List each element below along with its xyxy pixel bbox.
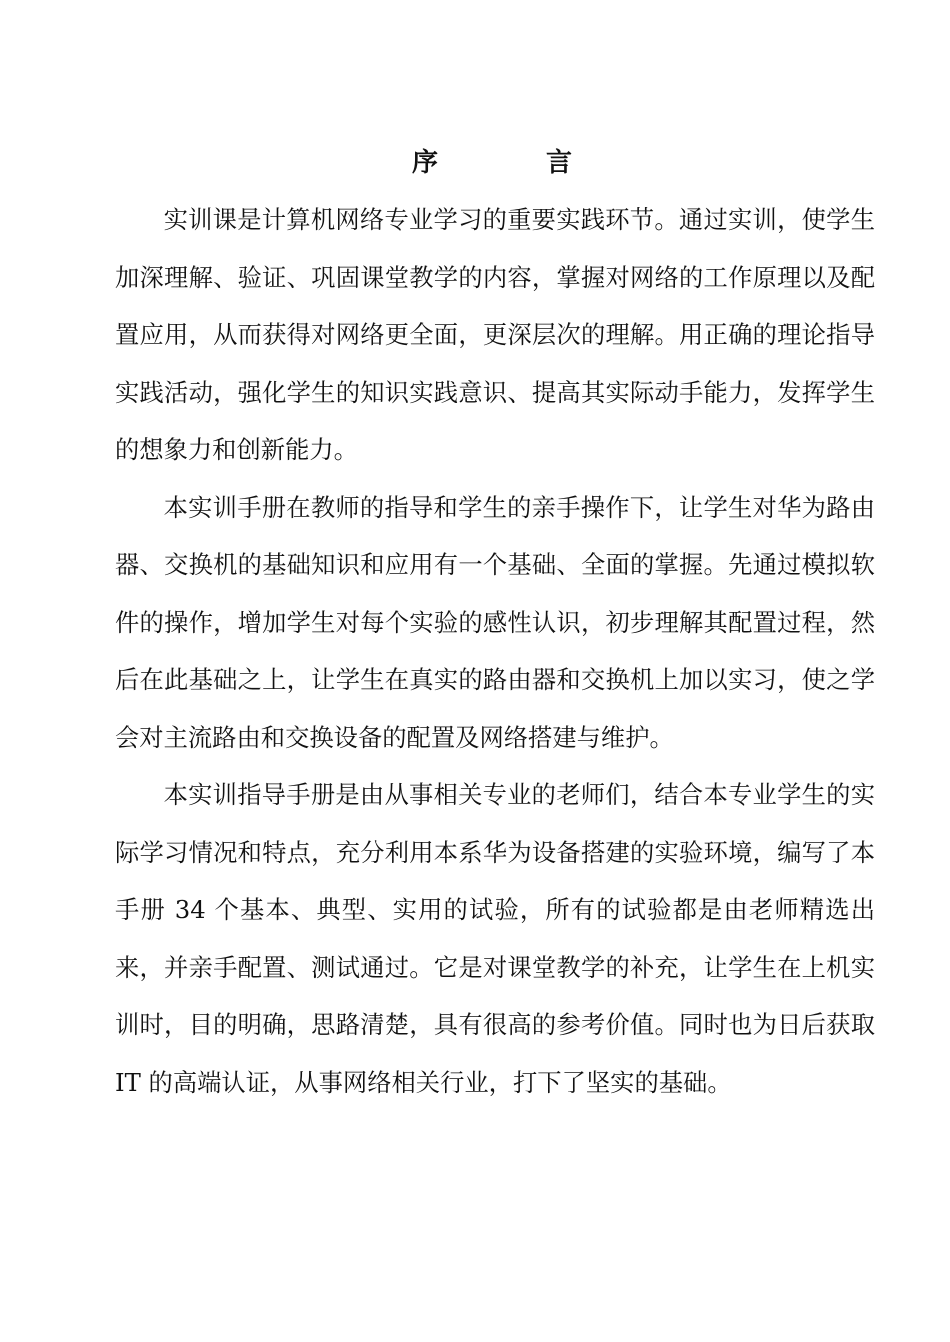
- paragraph-3: 本实训指导手册是由从事相关专业的老师们，结合本专业学生的实际学习情况和特点，充分利用本系华为设备搭建的实验环境，编写了本手册 34 个基本、典型、实用的试验，所有的试验都是由老师精选出来，并亲手配置、测试通过。它是对课堂教学的补充，让学生在上机实训时，目的明确，思路清楚，具有很高的参考价值。同时也为日后获取 IT 的高端认证，从事网络相关行业，打下了坚实的基础。: [115, 780, 875, 1097]
- title-char-preface-2: 言: [546, 148, 573, 178]
- paragraph-2: 本实训手册在教师的指导和学生的亲手操作下，让学生对华为路由器、交换机的基础知识和应用有一个基础、全面的掌握。先通过模拟软件的操作，增加学生对每个实验的感性认识，初步理解其配置过程，然后在此基础之上，让学生在真实的路由器和交换机上加以实习，使之学会对主流路由和交换设备的配置及网络搭建与维护。: [115, 492, 875, 752]
- title-char-preface-1: 序: [412, 148, 439, 178]
- body-text: [115, 191, 875, 1111]
- paragraph-1: 实训课是计算机网络专业学习的重要实践环节。通过实训，使学生加深理解、验证、巩固课堂教学的内容，掌握对网络的工作原理以及配置应用，从而获得对网络更全面，更深层次的理解。用正确的理论指导实践活动，强化学生的知识实践意识、提高其实际动手能力，发挥学生的想象力和创新能力。: [115, 205, 875, 464]
- page-title: [0, 140, 950, 186]
